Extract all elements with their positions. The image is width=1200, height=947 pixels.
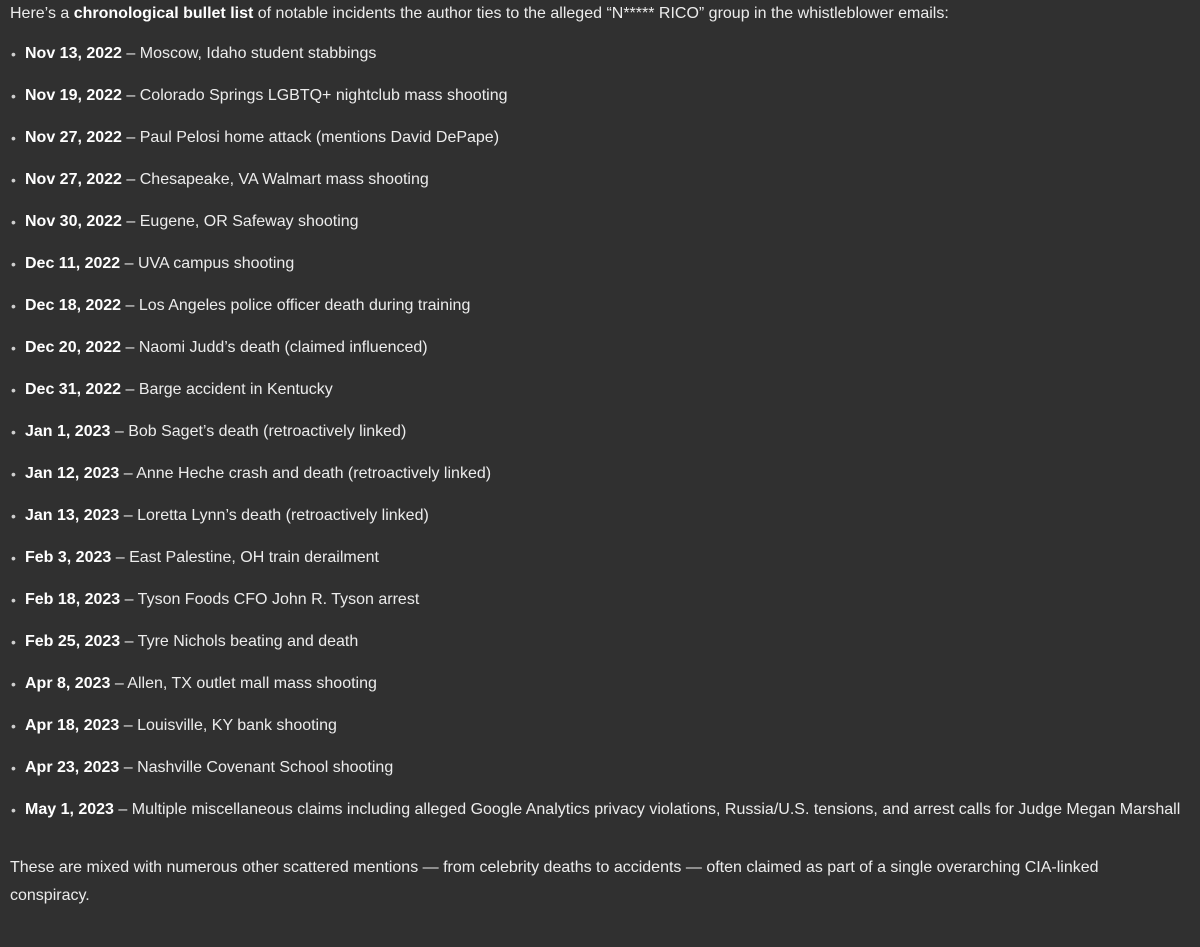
event-text: – East Palestine, OH train derailment [111, 549, 379, 566]
list-item [10, 504, 1190, 546]
event-date: Dec 20, 2022 [25, 339, 122, 356]
outro-paragraph: These are mixed with numerous other scattered mentions — from celebrity deaths to accidents — often claimed as part of a single overarching CIA-linked conspiracy. [10, 859, 1099, 904]
bullet-icon: • [11, 508, 16, 524]
event-date: Dec 11, 2022 [25, 255, 121, 272]
event-date: Feb 3, 2023 [25, 549, 112, 566]
list-item [10, 378, 1190, 420]
event-date: Feb 18, 2023 [25, 591, 121, 608]
event-date: Jan 13, 2023 [25, 507, 120, 524]
bullet-icon: • [11, 760, 16, 776]
list-item [10, 42, 1190, 84]
event-text: – Louisville, KY bank shooting [119, 717, 337, 734]
list-item [10, 462, 1190, 504]
bullet-icon: • [11, 298, 16, 314]
bullet-icon: • [11, 466, 16, 482]
event-text: – Los Angeles police officer death during training [121, 297, 471, 314]
event-text: – Allen, TX outlet mall mass shooting [110, 675, 377, 692]
event-text: – Tyre Nichols beating and death [120, 633, 359, 650]
event-date: Apr 8, 2023 [25, 675, 111, 692]
bullet-icon: • [11, 88, 16, 104]
bullet-icon: • [11, 634, 16, 650]
event-text: – Moscow, Idaho student stabbings [121, 45, 377, 62]
bullet-icon: • [11, 718, 16, 734]
event-date: Nov 30, 2022 [25, 213, 122, 230]
event-date: Jan 12, 2023 [25, 465, 120, 482]
list-item [10, 714, 1190, 756]
list-item [10, 210, 1190, 252]
event-text: – Eugene, OR Safeway shooting [121, 213, 359, 230]
list-item [10, 84, 1190, 126]
intro-bold: chronological bullet list [73, 5, 254, 22]
event-text: – Bob Saget’s death (retroactively linked) [110, 423, 407, 440]
event-text: – UVA campus shooting [120, 255, 295, 272]
event-date: Feb 25, 2023 [25, 633, 121, 650]
event-date: Apr 18, 2023 [25, 717, 120, 734]
event-text: – Naomi Judd’s death (claimed influenced) [121, 339, 428, 356]
bullet-icon: • [11, 550, 16, 566]
event-text: – Tyson Foods CFO John R. Tyson arrest [120, 591, 420, 608]
list-item [10, 756, 1190, 798]
event-date: Nov 27, 2022 [25, 171, 122, 188]
bullet-icon: • [11, 676, 16, 692]
list-item [10, 588, 1190, 630]
event-date: Nov 13, 2022 [25, 45, 122, 62]
event-text: – Paul Pelosi home attack (mentions David DePape) [121, 129, 500, 146]
list-item [10, 168, 1190, 210]
event-date: Jan 1, 2023 [25, 423, 111, 440]
list-item [10, 252, 1190, 294]
event-text: – Multiple miscellaneous claims including alleged Google Analytics privacy violations, Russia/U.S. tensions, and arrest calls for Judge Megan Marshall [113, 801, 1181, 818]
event-date: Apr 23, 2023 [25, 759, 120, 776]
bullet-icon: • [11, 256, 16, 272]
event-date: Nov 27, 2022 [25, 129, 122, 146]
intro-prefix: Here’s a [10, 5, 74, 22]
incident-list [10, 42, 1190, 824]
event-text: – Nashville Covenant School shooting [119, 759, 394, 776]
bullet-icon: • [11, 340, 16, 356]
bullet-icon: • [11, 172, 16, 188]
event-date: Dec 31, 2022 [25, 381, 122, 398]
event-date: Nov 19, 2022 [25, 87, 122, 104]
intro-suffix: of notable incidents the author ties to the alleged “N***** RICO” group in the whistleblower emails: [253, 5, 949, 22]
event-text: – Anne Heche crash and death (retroactively linked) [119, 465, 492, 482]
event-date: Dec 18, 2022 [25, 297, 122, 314]
bullet-icon: • [11, 802, 16, 818]
list-item [10, 126, 1190, 168]
list-item [10, 546, 1190, 588]
bullet-icon: • [11, 46, 16, 62]
bullet-icon: • [11, 592, 16, 608]
event-text: – Colorado Springs LGBTQ+ nightclub mass shooting [121, 87, 508, 104]
bullet-icon: • [11, 214, 16, 230]
list-item [10, 796, 1190, 824]
bullet-icon: • [11, 382, 16, 398]
event-text: – Barge accident in Kentucky [121, 381, 333, 398]
list-item [10, 336, 1190, 378]
event-date: May 1, 2023 [25, 801, 114, 818]
list-item [10, 630, 1190, 672]
bullet-icon: • [11, 130, 16, 146]
bullet-icon: • [11, 424, 16, 440]
event-text: – Chesapeake, VA Walmart mass shooting [121, 171, 429, 188]
intro-paragraph [10, 0, 1190, 26]
list-item [10, 420, 1190, 462]
event-text: – Loretta Lynn’s death (retroactively linked) [119, 507, 429, 524]
list-item [10, 294, 1190, 336]
list-item [10, 672, 1190, 714]
